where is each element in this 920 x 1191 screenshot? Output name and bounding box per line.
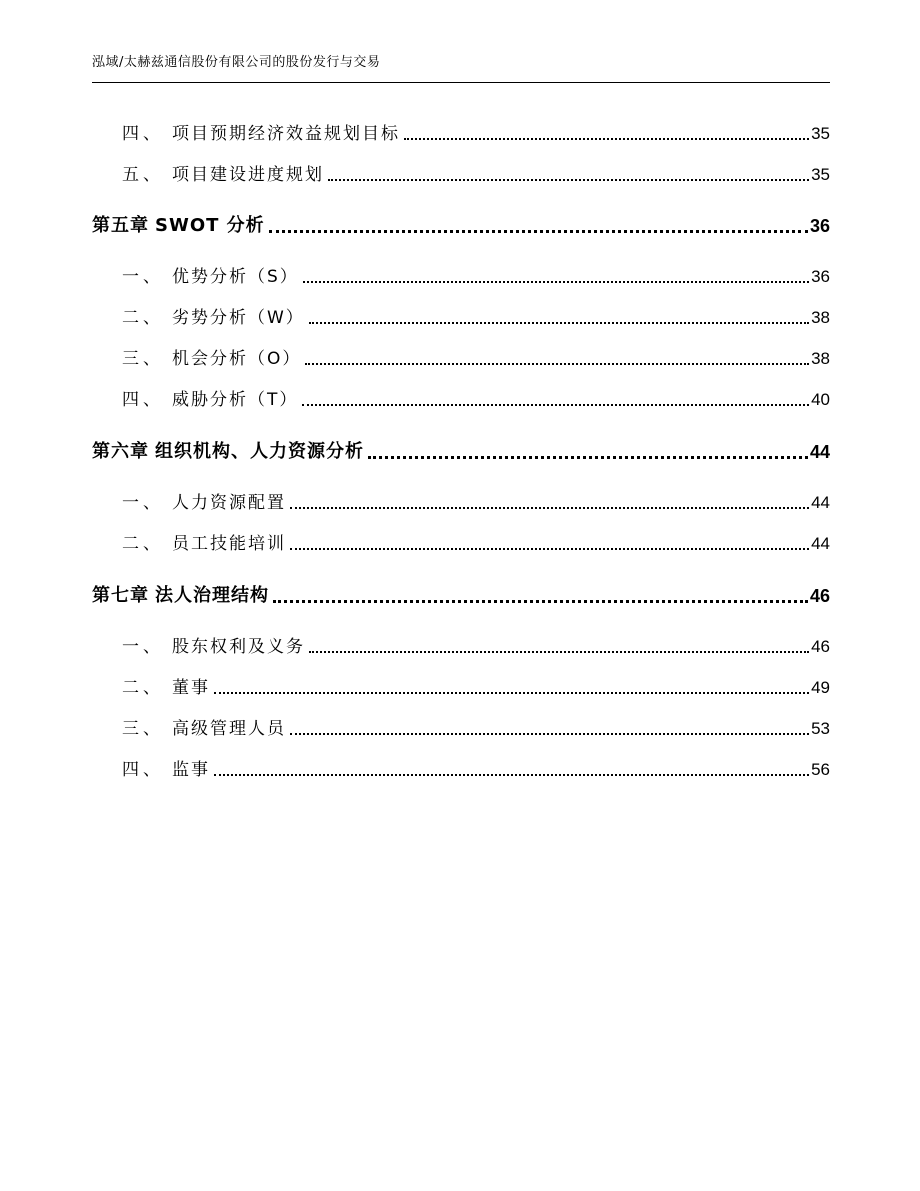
- toc-dot-leader: [290, 548, 809, 550]
- toc-dot-leader: [328, 179, 809, 181]
- toc-entry[interactable]: [92, 347, 830, 371]
- toc-dot-leader: [305, 363, 809, 365]
- toc-entry-title: 威胁分析（T）: [172, 390, 299, 410]
- toc-chapter-title: 组织机构、人力资源分析: [155, 441, 364, 462]
- toc-dot-leader: [214, 692, 809, 694]
- toc-entry-number: 五、: [122, 165, 164, 185]
- toc-entry-title: 机会分析（O）: [172, 349, 302, 369]
- toc-entry[interactable]: [92, 532, 830, 556]
- toc-entry-title: 股东权利及义务: [172, 637, 305, 657]
- toc-dot-leader: [302, 404, 809, 406]
- running-header: 泓域/太赫兹通信股份有限公司的股份发行与交易: [92, 55, 381, 70]
- toc-entry[interactable]: [92, 306, 830, 330]
- toc-chapter-title: SWOT 分析: [155, 215, 265, 236]
- toc-entry[interactable]: [92, 163, 830, 187]
- toc-entry-number: 四、: [122, 124, 164, 144]
- toc-entry-page: 40: [811, 390, 830, 409]
- toc-entry-title: 劣势分析（W）: [172, 308, 305, 328]
- toc-entry-title: 员工技能培训: [172, 534, 286, 554]
- toc-entry-number: 四、: [122, 390, 164, 410]
- toc-entry-page: 56: [811, 760, 830, 779]
- toc-entry-page: 38: [811, 308, 830, 327]
- toc-chapter-entry[interactable]: [92, 439, 830, 465]
- toc-chapter-number: 第六章: [92, 441, 149, 462]
- toc-entry-title: 董事: [172, 678, 210, 698]
- toc-dot-leader: [214, 774, 809, 776]
- toc-entry[interactable]: [92, 491, 830, 515]
- toc-dot-leader: [309, 651, 809, 653]
- toc-entry[interactable]: [92, 388, 830, 412]
- toc-entry-title: 项目建设进度规划: [172, 165, 324, 185]
- toc-entry-page: 49: [811, 678, 830, 697]
- toc-dot-leader: [290, 507, 809, 509]
- toc-chapter-page: 44: [809, 442, 830, 462]
- toc-chapter-title: 法人治理结构: [155, 585, 269, 606]
- toc-entry-title: 高级管理人员: [172, 719, 286, 739]
- toc-dot-leader: [309, 322, 809, 324]
- toc-entry-number: 二、: [122, 308, 164, 328]
- toc-entry[interactable]: [92, 635, 830, 659]
- toc-chapter-number: 第五章: [92, 215, 149, 236]
- toc-entry[interactable]: [92, 717, 830, 741]
- toc-entry-page: 44: [811, 493, 830, 512]
- toc-entry-title: 项目预期经济效益规划目标: [172, 124, 400, 144]
- toc-chapter-page: 36: [809, 216, 830, 236]
- toc-entry-number: 四、: [122, 760, 164, 780]
- toc-entry-page: 35: [811, 165, 830, 184]
- toc-entry-number: 二、: [122, 534, 164, 554]
- toc-chapter-entry[interactable]: [92, 583, 830, 609]
- toc-entry-number: 一、: [122, 267, 164, 287]
- toc-chapter-number: 第七章: [92, 585, 149, 606]
- toc-entry-page: 38: [811, 349, 830, 368]
- toc-entry-page: 44: [811, 534, 830, 553]
- header-divider: [92, 82, 830, 83]
- toc-entry-title: 人力资源配置: [172, 493, 286, 513]
- toc-dot-leader: [273, 600, 808, 603]
- toc-entry-page: 35: [811, 124, 830, 143]
- toc-chapter-entry[interactable]: [92, 213, 830, 239]
- toc-entry-title: 优势分析（S）: [172, 267, 299, 287]
- toc-entry[interactable]: [92, 122, 830, 146]
- toc-entry-number: 一、: [122, 637, 164, 657]
- toc-entry[interactable]: [92, 758, 830, 782]
- toc-dot-leader: [404, 138, 809, 140]
- toc-entry-number: 二、: [122, 678, 164, 698]
- toc-entry-number: 三、: [122, 719, 164, 739]
- toc-entry-number: 三、: [122, 349, 164, 369]
- toc-entry[interactable]: [92, 676, 830, 700]
- toc-entry-page: 36: [811, 267, 830, 286]
- toc-dot-leader: [303, 281, 809, 283]
- toc-entry-page: 53: [811, 719, 830, 738]
- toc-entry-page: 46: [811, 637, 830, 656]
- toc-entry-number: 一、: [122, 493, 164, 513]
- toc-dot-leader: [269, 230, 808, 233]
- toc-chapter-page: 46: [809, 586, 830, 606]
- toc-dot-leader: [368, 456, 808, 459]
- toc-dot-leader: [290, 733, 809, 735]
- toc-entry[interactable]: [92, 265, 830, 289]
- toc-entry-title: 监事: [172, 760, 210, 780]
